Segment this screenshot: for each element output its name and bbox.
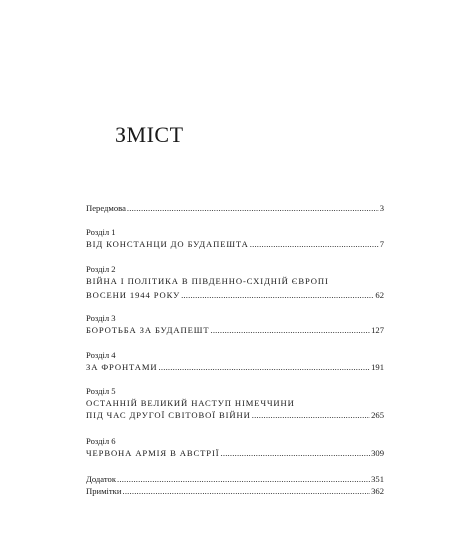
- toc-entry-page: 362: [371, 486, 384, 496]
- toc-entry-page: 351: [371, 474, 384, 484]
- toc-entry-title: БОРОТЬБА ЗА БУДАПЕШТ: [86, 325, 210, 335]
- toc-entry-title: Передмова: [86, 203, 126, 213]
- dot-leader: [159, 363, 371, 372]
- toc-entry-title-line: ОСТАННІЙ ВЕЛИКИЙ НАСТУП НІМЕЧЧИНИ: [86, 398, 295, 408]
- dot-leader: [252, 411, 370, 420]
- dot-leader: [210, 326, 370, 335]
- chapter-label: Розділ 3: [86, 313, 116, 323]
- dot-leader: [221, 449, 371, 458]
- chapter-label: Розділ 6: [86, 436, 116, 446]
- toc-entry-page: 265: [371, 410, 384, 420]
- toc-entry-title-line: ВІЙНА І ПОЛІТИКА В ПІВДЕННО-СХІДНІЙ ЄВРОПІ: [86, 276, 329, 286]
- dot-leader: [250, 240, 379, 249]
- toc-entry-page: 3: [379, 203, 384, 213]
- toc-entry-page: 309: [371, 448, 384, 458]
- dot-leader: [181, 291, 374, 300]
- toc-entry-page: 191: [371, 362, 384, 372]
- toc-entry-title: ВОСЕНИ 1944 РОКУ: [86, 290, 181, 300]
- chapter-label: Розділ 5: [86, 386, 116, 396]
- toc-entry-page: 7: [379, 239, 384, 249]
- toc-entry-title: Додаток: [86, 474, 116, 484]
- chapter-label: Розділ 2: [86, 264, 116, 274]
- toc-entry-title: Примітки: [86, 486, 122, 496]
- chapter-label: Розділ 1: [86, 227, 116, 237]
- toc-entry-page: 62: [375, 290, 384, 300]
- toc-entry-title: ЗА ФРОНТАМИ: [86, 362, 158, 372]
- toc-entry-title: ЧЕРВОНА АРМІЯ В АВСТРІЇ: [86, 448, 220, 458]
- dot-leader: [122, 487, 370, 496]
- dot-leader: [127, 204, 379, 213]
- toc-entry-page: 127: [371, 325, 384, 335]
- dot-leader: [117, 475, 370, 484]
- toc-entry-title: ВІД КОНСТАНЦИ ДО БУДАПЕШТА: [86, 239, 249, 249]
- toc-entry-title: ПІД ЧАС ДРУГОЇ СВІТОВОЇ ВІЙНИ: [86, 410, 251, 420]
- page-title: ЗМІСТ: [115, 122, 184, 147]
- chapter-label: Розділ 4: [86, 350, 116, 360]
